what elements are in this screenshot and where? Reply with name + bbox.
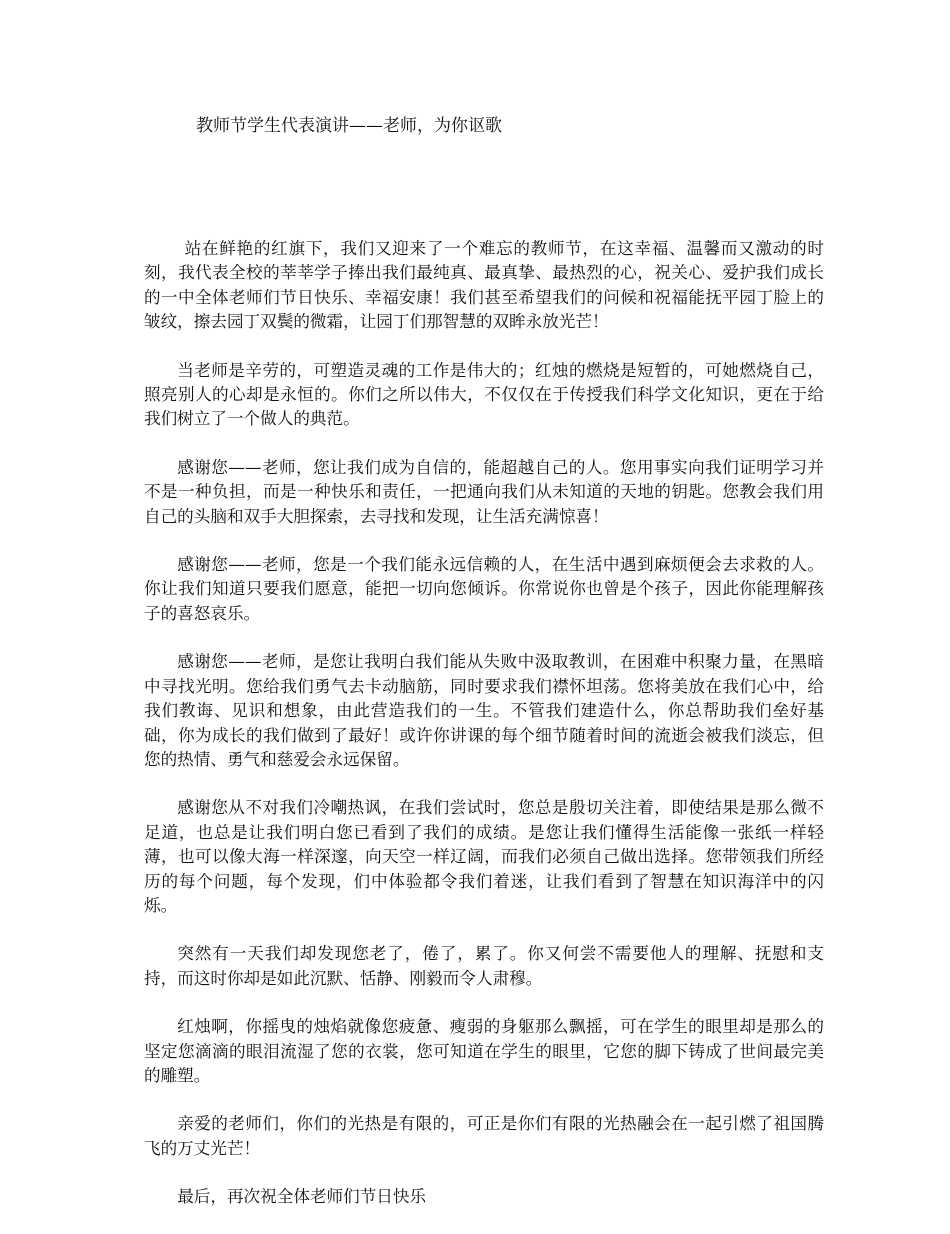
paragraph: 感谢您——老师，您是一个我们能永远信赖的人，在生活中遇到麻烦便会去求救的人。你让我们知道只要我们愿意，能把一切向您倾诉。你常说你也曾是个孩子，因此你能理解孩子的喜怒哀乐。 bbox=[144, 555, 824, 623]
paragraph: 感谢您——老师，您让我们成为自信的，能超越自己的人。您用事实向我们证明学习并不是一种负担，而是一种快乐和责任，一把通向我们从未知道的天地的钥匙。您教会我们用自己的头脑和双手大胆探索，去寻找和发现，让生活充满惊喜！ bbox=[144, 457, 824, 526]
paragraph: 感谢您从不对我们冷嘲热讽，在我们尝试时，您总是殷切关注着，即使结果是那么微不足道，也总是让我们明白您已看到了我们的成绩。是您让我们懂得生活能像一张纸一样轻薄，也可以像大海一样深邃，向天空一样辽阔，而我们必须自己做出选择。您带领我们所经历的每个问题，每个发现，们中体验都令我们着迷，让我们看到了智慧在知识海洋中的闪烁。 bbox=[144, 798, 824, 915]
paragraph: 突然有一天我们却发现您老了，倦了，累了。你又何尝不需要他人的理解、抚慰和支持，而这时你却是如此沉默、恬静、刚毅而令人肃穆。 bbox=[144, 944, 824, 988]
paragraph: 感谢您——老师，是您让我明白我们能从失败中汲取教训，在困难中积聚力量，在黑暗中寻找光明。您给我们勇气去卡动脑筋，同时要求我们襟怀坦荡。您将美放在我们心中，给我们教诲、见识和想象，由此营造我们的一生。不管我们建造什么，你总帮助我们垒好基础，你为成长的我们做到了最好！或许你讲课的每个细节随着时间的流逝会被我们淡忘，但您的热情、勇气和慈爱会永远保留。 bbox=[144, 652, 824, 769]
document-title: 教师节学生代表演讲——老师，为你讴歌 bbox=[196, 116, 502, 136]
paragraph: 最后，再次祝全体老师们节日快乐 bbox=[177, 1187, 427, 1207]
paragraph: 红烛啊，你摇曳的烛焰就像您疲惫、瘦弱的身躯那么飘摇，可在学生的眼里却是那么的坚定您滴滴的眼泪流湿了您的衣裳，您可知道在学生的眼里，它您的脚下铸成了世间最完美的雕塑。 bbox=[144, 1017, 824, 1085]
paragraph: 当老师是辛劳的，可塑造灵魂的工作是伟大的；红烛的燃烧是短暂的，可她燃烧自己，照亮别人的心却是永恒的。你们之所以伟大，不仅仅在于传授我们科学文化知识，更在于给我们树立了一个做人的典范。 bbox=[144, 360, 824, 429]
paragraph: 亲爱的老师们，你们的光热是有限的，可正是你们有限的光热融会在一起引燃了祖国腾飞的万丈光芒！ bbox=[144, 1114, 824, 1158]
document-body bbox=[144, 237, 824, 1234]
paragraph: 站在鲜艳的红旗下，我们又迎来了一个难忘的教师节，在这幸福、温馨而又激动的时刻，我代表全校的莘莘学子捧出我们最纯真、最真挚、最热烈的心，祝关心、爱护我们成长的一中全体老师们节日快乐、幸福安康！我们甚至希望我们的问候和祝福能抚平园丁脸上的皱纹，擦去园丁双鬓的微霜，让园丁们那智慧的双眸永放光芒！ bbox=[144, 239, 824, 332]
